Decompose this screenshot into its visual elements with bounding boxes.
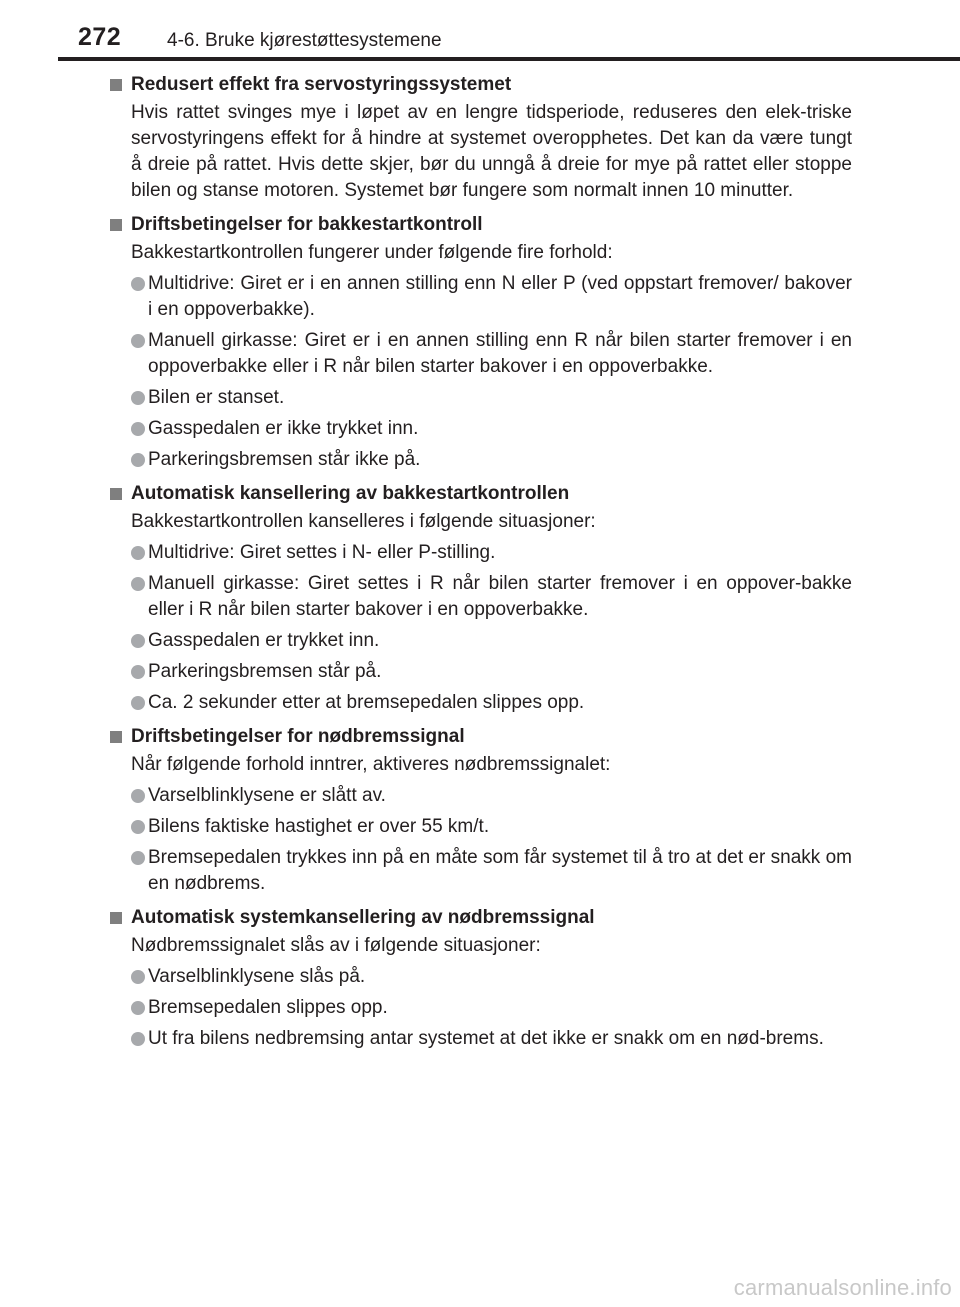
section-heading [110,212,852,238]
section-heading [110,724,852,750]
circle-bullet-icon [131,277,145,291]
section-paragraph: Når følgende forhold inntrer, aktiveres nødbremssignalet: [131,754,611,775]
section-heading-text: Automatisk kansellering av bakkestartkontrollen [131,483,570,504]
square-bullet-icon [110,731,122,743]
list-item [110,690,852,716]
list-item-text: Ut fra bilens nedbremsing antar systemet at det ikke er snakk om en nød-brems. [148,1028,824,1049]
list-item-text: Bilens faktiske hastighet er over 55 km/t. [148,816,490,837]
list-item [110,540,852,566]
chapter-title: 4-6. Bruke kjørestøttesystemene [167,30,442,51]
square-bullet-icon [110,912,122,924]
list-item [110,271,852,323]
circle-bullet-icon [131,665,145,679]
list-item-text: Multidrive: Giret settes i N- eller P-stilling. [148,542,496,563]
watermark: carmanualsonline.info [733,1275,952,1300]
list-item [110,447,852,473]
list-item-text: Varselblinklysene er slått av. [148,785,386,806]
section-paragraph: Nødbremssignalet slås av i følgende situasjoner: [131,935,541,956]
section-heading-text: Driftsbetingelser for nødbremssignal [131,726,465,747]
square-bullet-icon [110,79,122,91]
section-heading-text: Driftsbetingelser for bakkestartkontroll [131,214,483,235]
list-item [110,628,852,654]
circle-bullet-icon [131,789,145,803]
section-heading [110,481,852,507]
circle-bullet-icon [131,696,145,710]
circle-bullet-icon [131,391,145,405]
square-bullet-icon [110,219,122,231]
section-heading-text: Automatisk systemkansellering av nødbremssignal [131,907,595,928]
circle-bullet-icon [131,851,145,865]
list-item [110,659,852,685]
section-paragraph: Bakkestartkontrollen fungerer under følgende fire forhold: [131,242,613,263]
section-servo [110,72,852,204]
list-item-text: Ca. 2 sekunder etter at bremsepedalen slippes opp. [148,692,585,713]
circle-bullet-icon [131,334,145,348]
section-hill-start-cancel [110,481,852,716]
list-item-text: Varselblinklysene slås på. [148,966,366,987]
list-item-text: Multidrive: Giret er i en annen stilling enn N eller P (ved oppstart fremover/ bakover i en oppoverbakke). [148,273,852,320]
circle-bullet-icon [131,634,145,648]
list-item-text: Gasspedalen er ikke trykket inn. [148,418,419,439]
list-item [110,964,852,990]
list-item [110,814,852,840]
list-item-text: Bremsepedalen trykkes inn på en måte som får systemet til å tro at det er snakk om en nødbrems. [148,847,852,894]
circle-bullet-icon [131,1032,145,1046]
header-rule [58,57,960,61]
circle-bullet-icon [131,546,145,560]
section-emergency-brake-cancel [110,905,852,1052]
section-paragraph: Bakkestartkontrollen kanselleres i følgende situasjoner: [131,511,596,532]
list-item-text: Bremsepedalen slippes opp. [148,997,388,1018]
list-item [110,783,852,809]
page-number: 272 [78,23,122,51]
circle-bullet-icon [131,577,145,591]
section-hill-start-conditions [110,212,852,473]
list-item [110,845,852,897]
list-item [110,1026,852,1052]
list-item-text: Manuell girkasse: Giret settes i R når bilen starter fremover i en oppover-bakke eller i R når bilen starter bakover i en oppoverbakke. [148,573,852,620]
list-item-text: Parkeringsbremsen står ikke på. [148,449,421,470]
page-header [0,0,960,62]
list-item [110,328,852,380]
list-item-text: Bilen er stanset. [148,387,285,408]
circle-bullet-icon [131,422,145,436]
section-emergency-brake-signal [110,724,852,897]
circle-bullet-icon [131,820,145,834]
list-item [110,416,852,442]
section-heading [110,72,852,98]
circle-bullet-icon [131,1001,145,1015]
list-item [110,995,852,1021]
list-item-text: Manuell girkasse: Giret er i en annen stilling enn R når bilen starter fremover i en oppoverbakke eller i R når bilen starter bakover i en oppoverbakke. [148,330,852,377]
square-bullet-icon [110,488,122,500]
section-paragraph: Hvis rattet svinges mye i løpet av en lengre tidsperiode, reduseres den elek-triske servostyringens effekt for å hindre at systemet overopphetes. Det kan da være tungt å dreie på rattet. Hvis dette skjer, bør du unngå å dreie for mye på rattet eller stoppe bilen og stanse motoren. Systemet bør fungere som normalt innen 10 minutter. [131,102,852,201]
section-heading-text: Redusert effekt fra servostyringssystemet [131,74,512,95]
section-heading [110,905,852,931]
list-item-text: Parkeringsbremsen står på. [148,661,382,682]
list-item-text: Gasspedalen er trykket inn. [148,630,380,651]
list-item [110,385,852,411]
page-content [110,72,852,1060]
circle-bullet-icon [131,970,145,984]
circle-bullet-icon [131,453,145,467]
list-item [110,571,852,623]
